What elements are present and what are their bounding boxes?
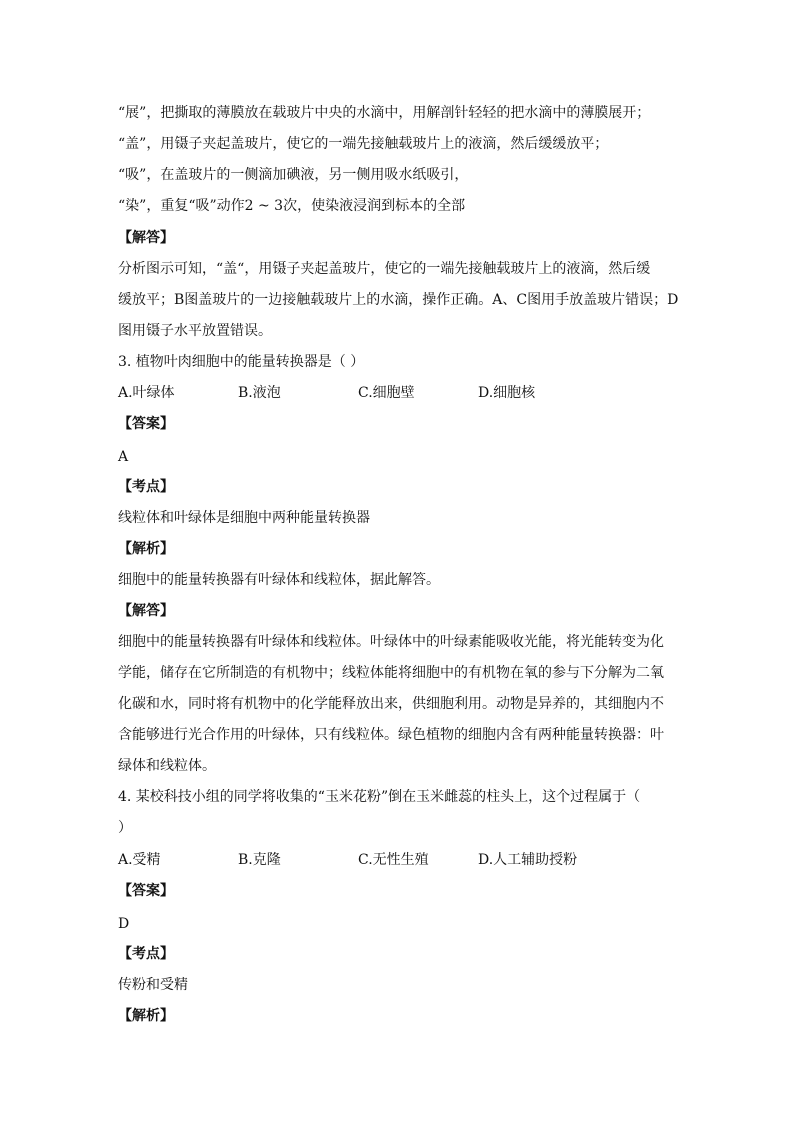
q3-kaodian: 线粒体和叶绿体是细胞中两种能量转换器 <box>118 510 370 526</box>
q3-jiexi-heading: 【解析】 <box>118 541 174 557</box>
q3-option-d: D.细胞核 <box>478 385 536 401</box>
q2-jieda-line: 缓放平；B图盖玻片的一边接触载玻片上的水滴，操作正确。A、C图用手放盖玻片错误；D <box>118 292 679 308</box>
q3-jieda-heading: 【解答】 <box>118 603 174 619</box>
q3-jieda-line: 绿体和线粒体。 <box>118 758 216 774</box>
q4-answer-heading: 【答案】 <box>118 883 174 899</box>
q3-jiexi: 细胞中的能量转换器有叶绿体和线粒体，据此解答。 <box>118 572 440 588</box>
q4-jiexi-heading: 【解析】 <box>118 1008 174 1024</box>
q3-options <box>118 382 678 404</box>
q2-jieda-line: 分析图示可知，“盖“，用镊子夹起盖玻片，使它的一端先接触载玻片上的液滴，然后缓 <box>118 261 651 277</box>
q3-jieda-line: 细胞中的能量转换器有叶绿体和线粒体。叶绿体中的叶绿素能吸收光能，将光能转变为化 <box>118 634 664 650</box>
q4-kaodian-heading: 【考点】 <box>118 946 174 962</box>
q3-jieda-line: 含能够进行光合作用的叶绿体，只有线粒体。绿色植物的细胞内含有两种能量转换器：叶 <box>118 727 664 743</box>
q4-question-line2: ） <box>118 820 132 836</box>
q4-options <box>118 849 678 871</box>
q4-option-d: D.人工辅助授粉 <box>478 852 578 868</box>
q4-kaodian: 传粉和受精 <box>118 977 188 993</box>
q3-answer-heading: 【答案】 <box>118 416 174 432</box>
step-ran: “染”，重复“吸”动作2 ~ 3次，使染液浸润到标本的全部 <box>118 198 466 214</box>
q3-jieda-line: 学能，储存在它所制造的有机物中；线粒体能将细胞中的有机物在氧的参与下分解为二氧 <box>118 665 664 681</box>
q3-kaodian-heading: 【考点】 <box>118 479 174 495</box>
q3-option-a: A.叶绿体 <box>118 385 175 401</box>
step-zhan: “展”，把撕取的薄膜放在载玻片中央的水滴中，用解剖针轻轻的把水滴中的薄膜展开； <box>118 105 651 121</box>
q3-option-b: B.液泡 <box>238 385 281 401</box>
q4-answer: D <box>118 916 130 932</box>
q2-jieda-heading: 【解答】 <box>118 230 174 246</box>
step-gai: “盖”，用镊子夹起盖玻片，使它的一端先接触载玻片上的液滴，然后缓缓放平； <box>118 136 609 152</box>
step-xi: “吸”，在盖玻片的一侧滴加碘液，另一侧用吸水纸吸引， <box>118 167 469 183</box>
q4-option-c: C.无性生殖 <box>358 852 429 868</box>
q3-jieda-line: 化碳和水，同时将有机物中的化学能释放出来，供细胞利用。动物是异养的，其细胞内不 <box>118 696 664 712</box>
q2-jieda-line: 图用镊子水平放置错误。 <box>118 323 272 339</box>
q3-answer: A <box>118 449 129 465</box>
q4-option-a: A.受精 <box>118 852 161 868</box>
q3-question: 3. 植物叶肉细胞中的能量转换器是（ ） <box>118 354 365 370</box>
q4-option-b: B.克隆 <box>238 852 281 868</box>
q4-question-line1: 4. 某校科技小组的同学将收集的“玉米花粉”倒在玉米雌蕊的柱头上，这个过程属于（ <box>118 789 641 805</box>
q3-option-c: C.细胞壁 <box>358 385 415 401</box>
